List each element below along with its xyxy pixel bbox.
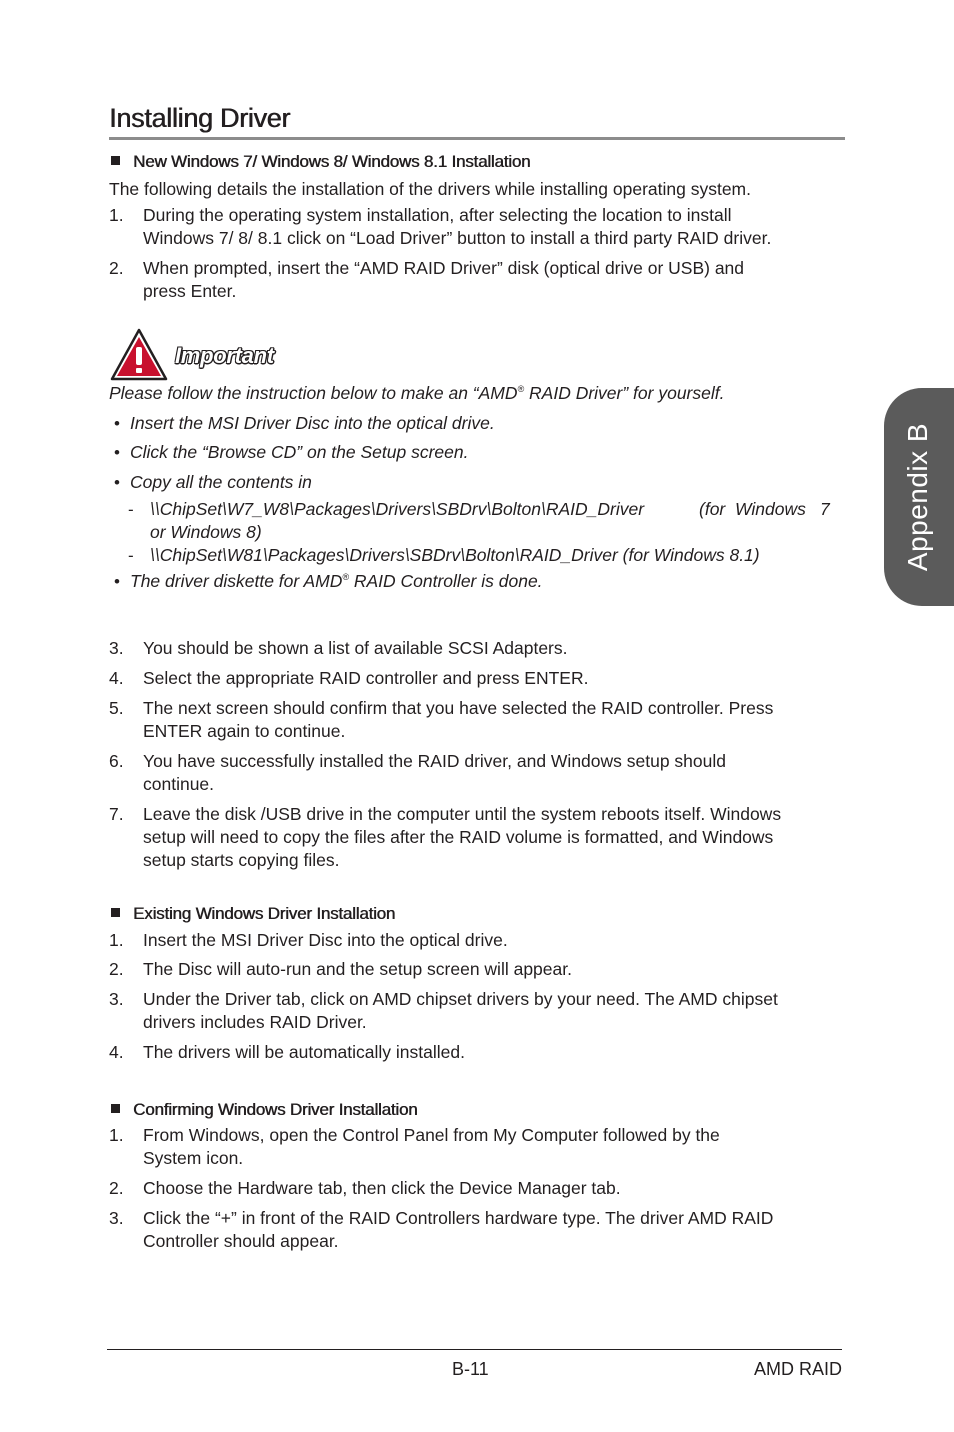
step-text: From Windows, open the Control Panel from My Computer followed by the xyxy=(143,1125,720,1145)
important-bullet: Click the “Browse CD” on the Setup screen. xyxy=(130,442,469,462)
step-text: During the operating system installation, after selecting the location to install xyxy=(143,205,732,225)
step-number: 1. xyxy=(109,1125,124,1145)
section-heading-text: New Windows 7/ Windows 8/ Windows 8.1 Installation xyxy=(133,152,531,171)
path-text: or Windows 8) xyxy=(150,522,262,542)
step-text: setup starts copying files. xyxy=(143,850,340,870)
step-number: 4. xyxy=(109,668,124,688)
step-number: 3. xyxy=(109,638,124,658)
important-bullet: Insert the MSI Driver Disc into the optical drive. xyxy=(130,413,495,433)
step-number: 4. xyxy=(109,1042,124,1062)
bullet-char: • xyxy=(114,572,120,591)
step-text: drivers includes RAID Driver. xyxy=(143,1012,367,1032)
step-number: 1. xyxy=(109,930,124,950)
section-intro: The following details the installation of the drivers while installing operating system. xyxy=(109,179,751,199)
step-number: 3. xyxy=(109,989,124,1009)
important-label: Important xyxy=(175,343,274,368)
path-text: (for xyxy=(699,499,726,519)
path-text: \\ChipSet\W81\Packages\Drivers\SBDrv\Bolton\RAID_Driver (for Windows 8.1) xyxy=(150,545,760,565)
footer-divider xyxy=(107,1349,842,1350)
step-text: Choose the Hardware tab, then click the Device Manager tab. xyxy=(143,1178,621,1198)
step-text: Controller should appear. xyxy=(143,1231,339,1251)
step-number: 7. xyxy=(109,804,124,824)
footer-page-number: B-11 xyxy=(452,1359,489,1379)
step-text: continue. xyxy=(143,774,215,794)
section-heading-existing-install xyxy=(111,903,395,925)
title-divider xyxy=(109,137,845,140)
page-title: Installing Driver xyxy=(109,103,290,133)
step-number: 1. xyxy=(109,205,124,225)
step-text: Select the appropriate RAID controller and press ENTER. xyxy=(143,668,589,688)
step-text: Under the Driver tab, click on AMD chipset drivers by your need. The AMD chipset xyxy=(143,989,778,1009)
step-text: Insert the MSI Driver Disc into the optical drive. xyxy=(143,930,508,950)
square-bullet-icon xyxy=(111,908,120,917)
registered-mark: ® xyxy=(517,384,525,394)
dash-char: - xyxy=(128,546,134,565)
registered-mark: ® xyxy=(342,572,349,582)
important-bullet: The driver diskette for AMD® RAID Controller is done. xyxy=(130,571,543,591)
step-number: 2. xyxy=(109,1178,124,1198)
path-text: Windows xyxy=(735,499,806,519)
path-text: 7 xyxy=(820,499,830,519)
step-text: System icon. xyxy=(143,1148,244,1168)
step-text: When prompted, insert the “AMD RAID Driver” disk (optical drive or USB) and xyxy=(143,258,745,278)
bullet-char: • xyxy=(114,473,120,492)
bullet-char: • xyxy=(114,414,120,433)
footer-section-name: AMD RAID xyxy=(753,1359,842,1379)
step-text: The Disc will auto-run and the setup screen will appear. xyxy=(143,959,572,979)
step-text: ENTER again to continue. xyxy=(143,721,346,741)
step-text: press Enter. xyxy=(143,281,237,301)
section-heading-text: Existing Windows Driver Installation xyxy=(133,904,396,923)
path-text: \\ChipSet\W7_W8\Packages\Drivers\SBDrv\Bolton\RAID_Driver xyxy=(150,499,645,519)
step-text: The drivers will be automatically installed. xyxy=(143,1042,465,1062)
step-number: 5. xyxy=(109,698,124,718)
step-number: 6. xyxy=(109,751,124,771)
section-heading-text: Confirming Windows Driver Installation xyxy=(133,1100,418,1119)
appendix-side-tab-label: Appendix B xyxy=(902,422,933,572)
step-text: setup will need to copy the files after the RAID volume is formatted, and Windows xyxy=(143,827,774,847)
square-bullet-icon xyxy=(111,156,120,165)
square-bullet-icon xyxy=(111,1104,120,1113)
important-intro: Please follow the instruction below to make an “AMD® RAID Driver” for yourself. xyxy=(109,383,725,403)
step-text: You have successfully installed the RAID driver, and Windows setup should xyxy=(143,751,727,771)
section-heading-new-install xyxy=(111,151,530,173)
step-text: Windows 7/ 8/ 8.1 click on “Load Driver” button to install a third party RAID driver. xyxy=(143,228,772,248)
step-number: 2. xyxy=(109,959,124,979)
step-text: You should be shown a list of available SCSI Adapters. xyxy=(143,638,568,658)
important-bullet: Copy all the contents in xyxy=(130,472,312,492)
step-number: 2. xyxy=(109,258,124,278)
step-number: 3. xyxy=(109,1208,124,1228)
section-heading-confirm-install xyxy=(111,1099,417,1121)
dash-char: - xyxy=(128,500,134,519)
step-text: Leave the disk /USB drive in the computer until the system reboots itself. Windows xyxy=(143,804,782,824)
bullet-char: • xyxy=(114,443,120,462)
step-text: The next screen should confirm that you have selected the RAID controller. Press xyxy=(143,698,774,718)
step-text: Click the “+” in front of the RAID Controllers hardware type. The driver AMD RAID xyxy=(143,1208,774,1228)
warning-triangle-icon xyxy=(109,327,169,382)
